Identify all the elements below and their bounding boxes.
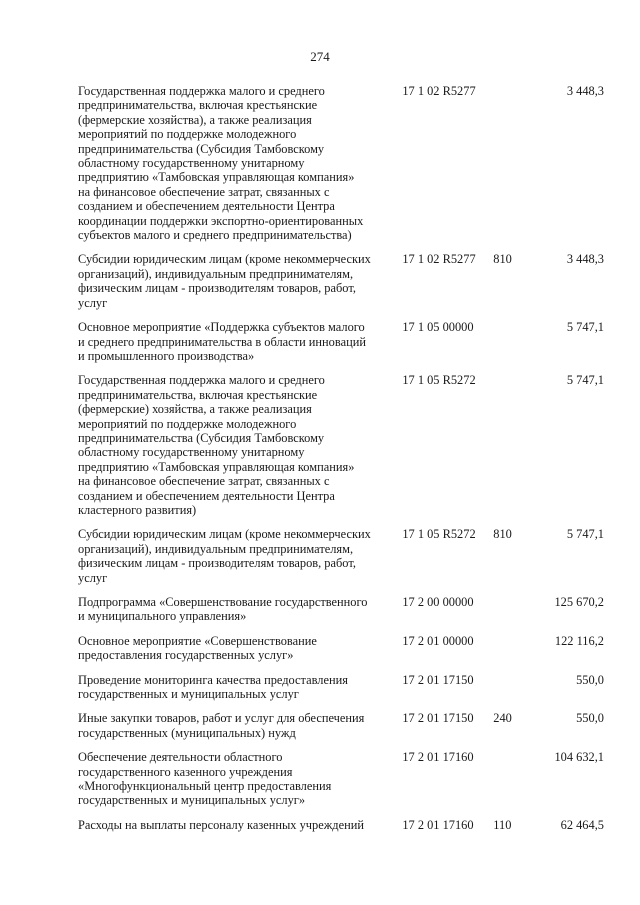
row-description: Иные закупки товаров, работ и услуг для обеспечения государственных (муниципальных) нужд: [78, 711, 365, 740]
row-description: Подпрограмма «Совершенствование государственного и муниципального управления»: [78, 595, 368, 624]
row-description: Государственная поддержка малого и среднего предпринимательства, включая крестьянские (фермерские хозяйства), а также реализация мероприятий по поддержке молодежного предпринимательства (Субсидия Тамбовскому областному государственному унитарному предприятию «Тамбовская управляющая компания» на финансовое обеспечение затрат, связанных с созданием и обеспечением деятельности Центра координации поддержки экспортно-ориентированных субъектов малого и среднего предпринимательства): [78, 84, 364, 243]
table-row: [78, 750, 604, 808]
row-target-code: 17 1 05 00000: [402, 320, 474, 335]
row-description: Обеспечение деятельности областного государственного казенного учреждения «Многофункциональный центр предоставления государственных и муниципальных услуг»: [78, 750, 332, 808]
row-target-code: 17 1 02 R5277: [402, 252, 476, 267]
table-row: [78, 711, 604, 740]
row-amount: 62 464,5: [560, 817, 604, 832]
row-expense-type: 810: [493, 527, 512, 542]
row-amount: 550,0: [576, 672, 604, 687]
row-expense-type: 810: [493, 252, 512, 267]
table-row: [78, 634, 604, 663]
row-target-code: 17 2 00 00000: [402, 595, 474, 609]
budget-table: [78, 84, 604, 842]
row-target-code: 17 2 01 00000: [402, 633, 474, 648]
row-description: Основное мероприятие «Поддержка субъектов малого и среднего предпринимательства в области инноваций и промышленного производства»: [78, 320, 366, 363]
row-description: Расходы на выплаты персоналу казенных учреждений: [78, 817, 364, 832]
row-target-code: 17 1 02 R5277: [402, 84, 476, 98]
row-amount: 104 632,1: [554, 750, 604, 765]
row-amount: 3 448,3: [566, 252, 604, 267]
row-description: Основное мероприятие «Совершенствование предоставления государственных услуг»: [78, 633, 317, 663]
table-row: [78, 673, 604, 702]
row-expense-type: 240: [493, 711, 512, 726]
row-amount: 5 747,1: [566, 527, 604, 542]
row-amount: 125 670,2: [554, 595, 604, 609]
table-row: [78, 252, 604, 310]
row-target-code: 17 2 01 17160: [402, 750, 474, 765]
table-row: [78, 527, 604, 585]
table-row: [78, 818, 604, 832]
table-row: [78, 595, 604, 624]
row-amount: 5 747,1: [566, 373, 604, 388]
row-amount: 5 747,1: [566, 320, 604, 335]
row-target-code: 17 2 01 17150: [402, 672, 474, 687]
row-target-code: 17 2 01 17150: [402, 711, 474, 726]
row-target-code: 17 2 01 17160: [402, 817, 474, 832]
row-target-code: 17 1 05 R5272: [402, 527, 476, 542]
row-description: Проведение мониторинга качества предоставления государственных и муниципальных услуг: [78, 672, 348, 702]
row-description: Субсидии юридическим лицам (кроме некоммерческих организаций), индивидуальным предпринимателям, физическим лицам - производителям товаров, работ, услуг: [78, 252, 371, 310]
table-row: [78, 84, 604, 242]
row-expense-type: 110: [493, 817, 512, 832]
row-description: Субсидии юридическим лицам (кроме некоммерческих организаций), индивидуальным предпринимателям, физическим лицам - производителям товаров, работ, услуг: [78, 527, 371, 585]
page-number: 274: [310, 49, 330, 64]
row-description: Государственная поддержка малого и среднего предпринимательства, включая крестьянские (фермерские) хозяйства, а также реализация мероприятий по поддержке молодежного предпринимательства (Субсидия Тамбовскому областному государственному унитарному предприятию «Тамбовская управляющая компания» на финансовое обеспечение затрат, связанных с созданием и обеспечением деятельности Центра кластерного развития): [78, 373, 355, 517]
row-amount: 3 448,3: [566, 84, 604, 98]
table-row: [78, 320, 604, 363]
table-row: [78, 373, 604, 517]
row-target-code: 17 1 05 R5272: [402, 373, 476, 388]
row-amount: 550,0: [576, 711, 604, 726]
row-amount: 122 116,2: [554, 633, 604, 648]
